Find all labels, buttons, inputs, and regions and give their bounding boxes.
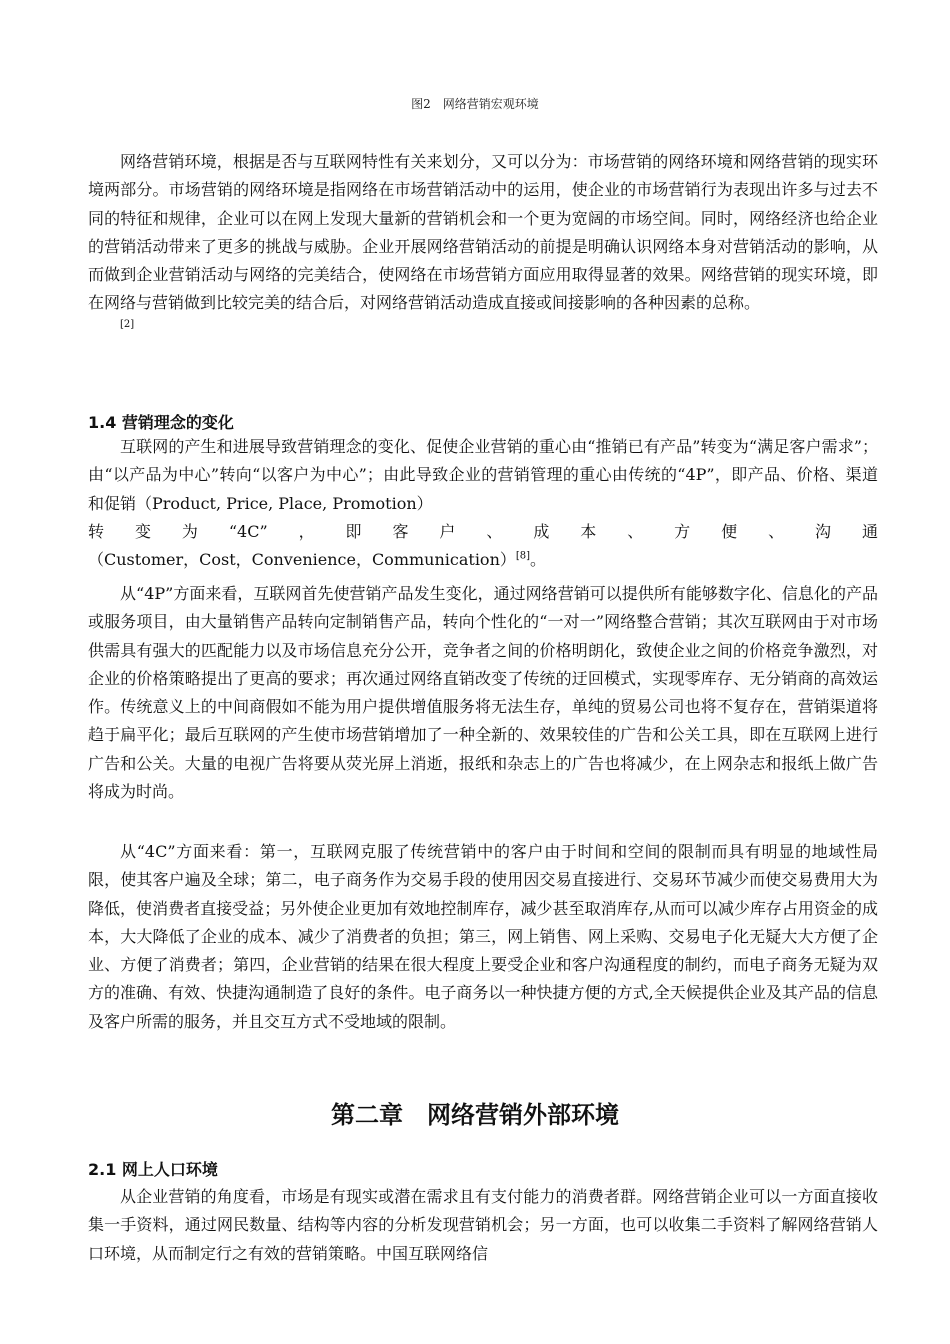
citation-ref: [8] — [515, 550, 531, 562]
paragraph-4c: 从“4C”方面来看：第一，互联网克服了传统营销中的客户由于时间和空间的限制而具有明显的地域性局限，使其客户遍及全球；第二，电子商务作为交易手段的使用因交易直接进行、交易环节减少而使交易费用大为降低，使消费者直接受益；另外使企业更加有效地控制库存，减少甚至取消库存,从而可以减少库存占用资金的成本，大大降低了企业的成本、减少了消费者的负担；第三，网上销售、网上采购、交易电子化无疑大大方便了企业、方便了消费者；第四，企业营销的结果在很大程度上要受企业和客户沟通程度的制约，而电子商务无疑为双方的准确、有效、快捷沟通制造了良好的条件。电子商务以一种快捷方便的方式,全天候提供企业及其产品的信息及客户所需的服务，并且交互方式不受地域的限制。 — [88, 842, 878, 1031]
paragraph-network-environment — [88, 148, 878, 332]
paragraph-population-environment: 从企业营销的角度看，市场是有现实或潜在需求且有支付能力的消费者群。网络营销企业可以一方面直接收集一手资料，通过网民数量、结构等内容的分析发现营销机会；另一方面，也可以收集二手资料了解网络营销人口环境，从而制定行之有效的营销策略。中国互联网络信 — [88, 1187, 878, 1263]
paragraph-text: 网络营销环境，根据是否与互联网特性有关来划分，又可以分为：市场营销的网络环境和网络营销的现实环境两部分。市场营销的网络环境是指网络在市场营销活动中的运用，使企业的市场营销行为表现出许多与过去不同的特征和规律，企业可以在网上发现大量新的营销机会和一个更为宽阔的市场空间。同时，网络经济也给企业的营销活动带来了更多的挑战与威胁。企业开展网络营销活动的前提是明确认识网络本身对营销活动的影响，从而做到企业营销活动与网络的完美结合，使网络在市场营销方面应用取得显著的效果。网络营销的现实环境，即在网络与营销做到比较完美的结合后，对网络营销活动造成直接或间接影响的各种因素的总称。 — [88, 152, 878, 313]
figure-caption: 图2 网络营销宏观环境 — [411, 97, 539, 111]
paragraph-tail-line — [88, 546, 878, 574]
paragraph-4p: 从“4P”方面来看，互联网首先使营销产品发生变化，通过网络营销可以提供所有能够数字化、信息化的产品或服务项目，由大量销售产品转向定制销售产品，转向个性化的“一对一”网络整合营销；其次互联网由于对市场供需具有强大的匹配能力以及市场信息充分公开，竞争者之间的价格明朗化，致使企业之间的价格竞争激烈，对企业的价格策略提出了更高的要求；再次通过网络直销改变了传统的迂回模式，实现零库存、无分销商的高效运作。传统意义上的中间商假如不能为用户提供增值服务将无法生存，单纯的贸易公司也将不复存在，营销渠道将趋于扁平化；最后互联网的产生使市场营销增加了一种全新的、效果较佳的广告和公关工具，即在互联网上进行广告和公关。大量的电视广告将要从荧光屏上消逝，报纸和杂志上的广告也将减少，在上网杂志和报纸上做广告将成为时尚。 — [88, 584, 878, 802]
paragraph-tail-text: （Customer，Cost，Convenience，Communication） — [88, 550, 516, 570]
paragraph-text: 互联网的产生和进展导致营销理念的变化、促使企业营销的重心由“推销已有产品”转变为“满足客户需求”；由“以产品为中心”转向“以客户为中心”；由此导致企业的营销管理的重心由传统的“4P”，即产品、价格、渠道和促销（Product, Price, Place, Promotion） — [88, 437, 878, 513]
paragraph-marketing-concept — [88, 433, 878, 574]
section-heading-1-4: 1.4 营销理念的变化 — [88, 413, 234, 432]
chapter-heading-2: 第二章 网络营销外部环境 — [331, 1101, 619, 1129]
paragraph-end-mark: 。 — [530, 550, 547, 570]
paragraph-spread-line: 转变为“4C”，即客户、成本、方便、沟通 — [88, 521, 878, 541]
citation-ref: [2] — [120, 318, 135, 330]
section-heading-2-1: 2.1 网上人口环境 — [88, 1160, 218, 1179]
